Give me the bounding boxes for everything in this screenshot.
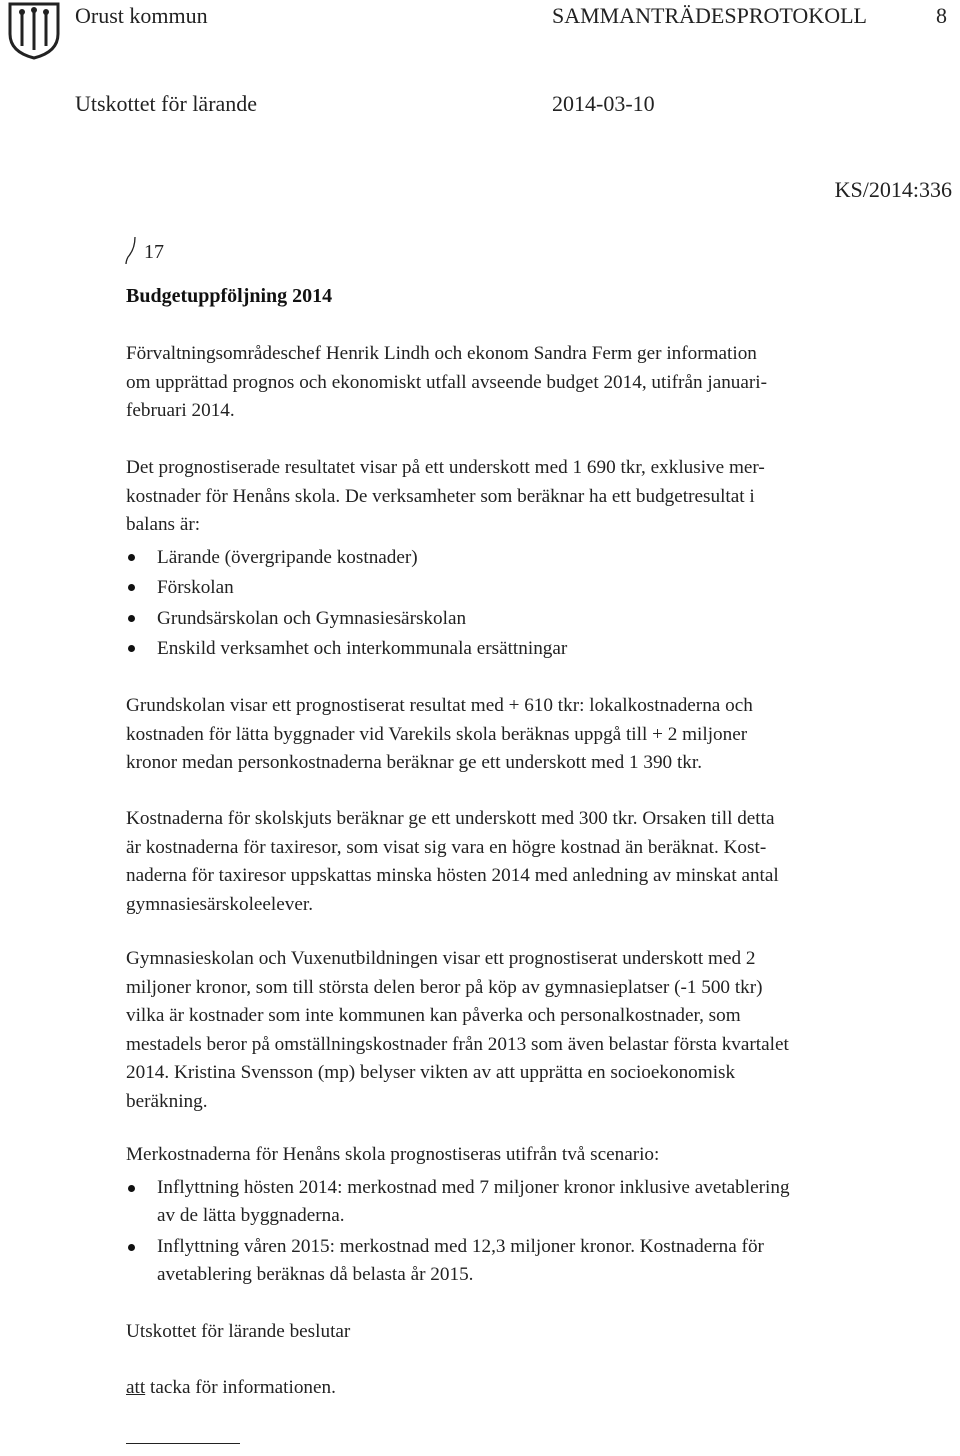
- paragraph-gymnasieskolan: [126, 945, 956, 1116]
- meeting-date: 2014-03-10: [552, 91, 655, 116]
- signature-line: [126, 1443, 240, 1444]
- paragraph-result: [126, 454, 956, 665]
- section-sign-icon: [124, 235, 138, 265]
- paragraph-henans-skola: [126, 1141, 956, 1290]
- paragraph-skolskjuts: [126, 805, 956, 919]
- page-title: Budgetuppföljning 2014: [126, 285, 333, 307]
- paragraph-number: [126, 241, 164, 264]
- list-item: Förskolan: [126, 573, 956, 604]
- municipality-coat-of-arms-logo: [4, 0, 64, 60]
- list-item: Enskild verksamhet och interkommunala ersättningar: [126, 634, 956, 665]
- text-line: Merkostnaderna för Henåns skola prognostiseras utifrån två scenario:: [126, 1144, 660, 1165]
- paragraph-intro: [126, 340, 956, 426]
- case-number: KS/2014:336: [834, 177, 952, 202]
- text-line: Inflyttning våren 2015: merkostnad med 12,3 miljoner kronor. Kostnaderna för: [157, 1235, 764, 1257]
- text-line: mestadels beror på omställningskostnader från 2013 som även belastar första kvartalet: [126, 1033, 789, 1055]
- text-line: kostnaden för lätta byggnader vid Varekils skola beräknas uppgå till + 2 miljoner: [126, 723, 748, 745]
- text-line: beräkning.: [126, 1090, 208, 1112]
- list-item: Lärande (övergripande kostnader): [126, 543, 956, 574]
- text-line: Kostnaderna för skolskjuts beräknar ge ett underskott med 300 tkr. Orsaken till detta: [126, 808, 775, 829]
- text-line: februari 2014.: [126, 400, 235, 421]
- text-line: Förvaltningsområdeschef Henrik Lindh och ekonom Sandra Ferm ger information: [126, 343, 757, 364]
- document-type: SAMMANTRÄDESPROTOKOLL: [552, 3, 867, 28]
- decision-text: [126, 1374, 956, 1403]
- text-line: kronor medan personkostnaderna beräknar ge ett underskott med 1 390 tkr.: [126, 752, 702, 773]
- paragraph-number-value: 17: [144, 241, 164, 263]
- text-line: 2014. Kristina Svensson (mp) belyser vikten av att upprätta en socioekonomisk: [126, 1062, 736, 1083]
- decision-heading: Utskottet för lärande beslutar: [126, 1321, 351, 1342]
- text-line: avetablering beräknas då belasta år 2015.: [157, 1264, 474, 1285]
- list-item: Grundsärskolan och Gymnasiesärskolan: [126, 604, 956, 635]
- text-line: balans är:: [126, 514, 201, 535]
- scenario-list: [126, 1174, 956, 1290]
- paragraph-grundskolan: [126, 692, 956, 778]
- text-line: kostnader för Henåns skola. De verksamheter som beräknar ha ett budgetresultat i: [126, 485, 755, 507]
- list-item: [126, 1233, 956, 1290]
- page-number: 8: [936, 3, 947, 28]
- text-line: Det prognostiserade resultatet visar på ett underskott med 1 690 tkr, exklusive mer-: [126, 457, 765, 478]
- committee-name: Utskottet för lärande: [75, 91, 258, 116]
- text-line: är kostnaderna för taxiresor, som visat sig vara en högre kostnad än beräknat. Kost-: [126, 836, 767, 858]
- balanced-units-list: [126, 543, 956, 665]
- text-line: naderna för taxiresor uppskattas minska hösten 2014 med anledning av minskat antal: [126, 865, 779, 886]
- text-line: miljoner kronor, som till största delen beror på köp av gymnasieplatser (-1 500 tkr): [126, 976, 763, 998]
- text-line: om upprättad prognos och ekonomiskt utfall avseende budget 2014, utifrån januari-: [126, 371, 768, 393]
- text-line: Grundskolan visar ett prognostiserat resultat med + 610 tkr: lokalkostnaderna och: [126, 695, 753, 716]
- list-item: [126, 1174, 956, 1231]
- text-line: Gymnasieskolan och Vuxenutbildningen visar ett prognostiserat underskott med 2: [126, 948, 756, 969]
- decision-body: tacka för informationen.: [145, 1377, 336, 1398]
- decision-keyword: att: [126, 1377, 146, 1398]
- municipality-name: Orust kommun: [75, 3, 208, 28]
- text-line: gymnasiesärskoleelever.: [126, 893, 314, 915]
- text-line: Inflyttning hösten 2014: merkostnad med 7 miljoner kronor inklusive avetablering: [157, 1176, 790, 1198]
- text-line: av de lätta byggnaderna.: [157, 1205, 345, 1226]
- text-line: vilka är kostnader som inte kommunen kan påverka och personalkostnader, som: [126, 1005, 741, 1026]
